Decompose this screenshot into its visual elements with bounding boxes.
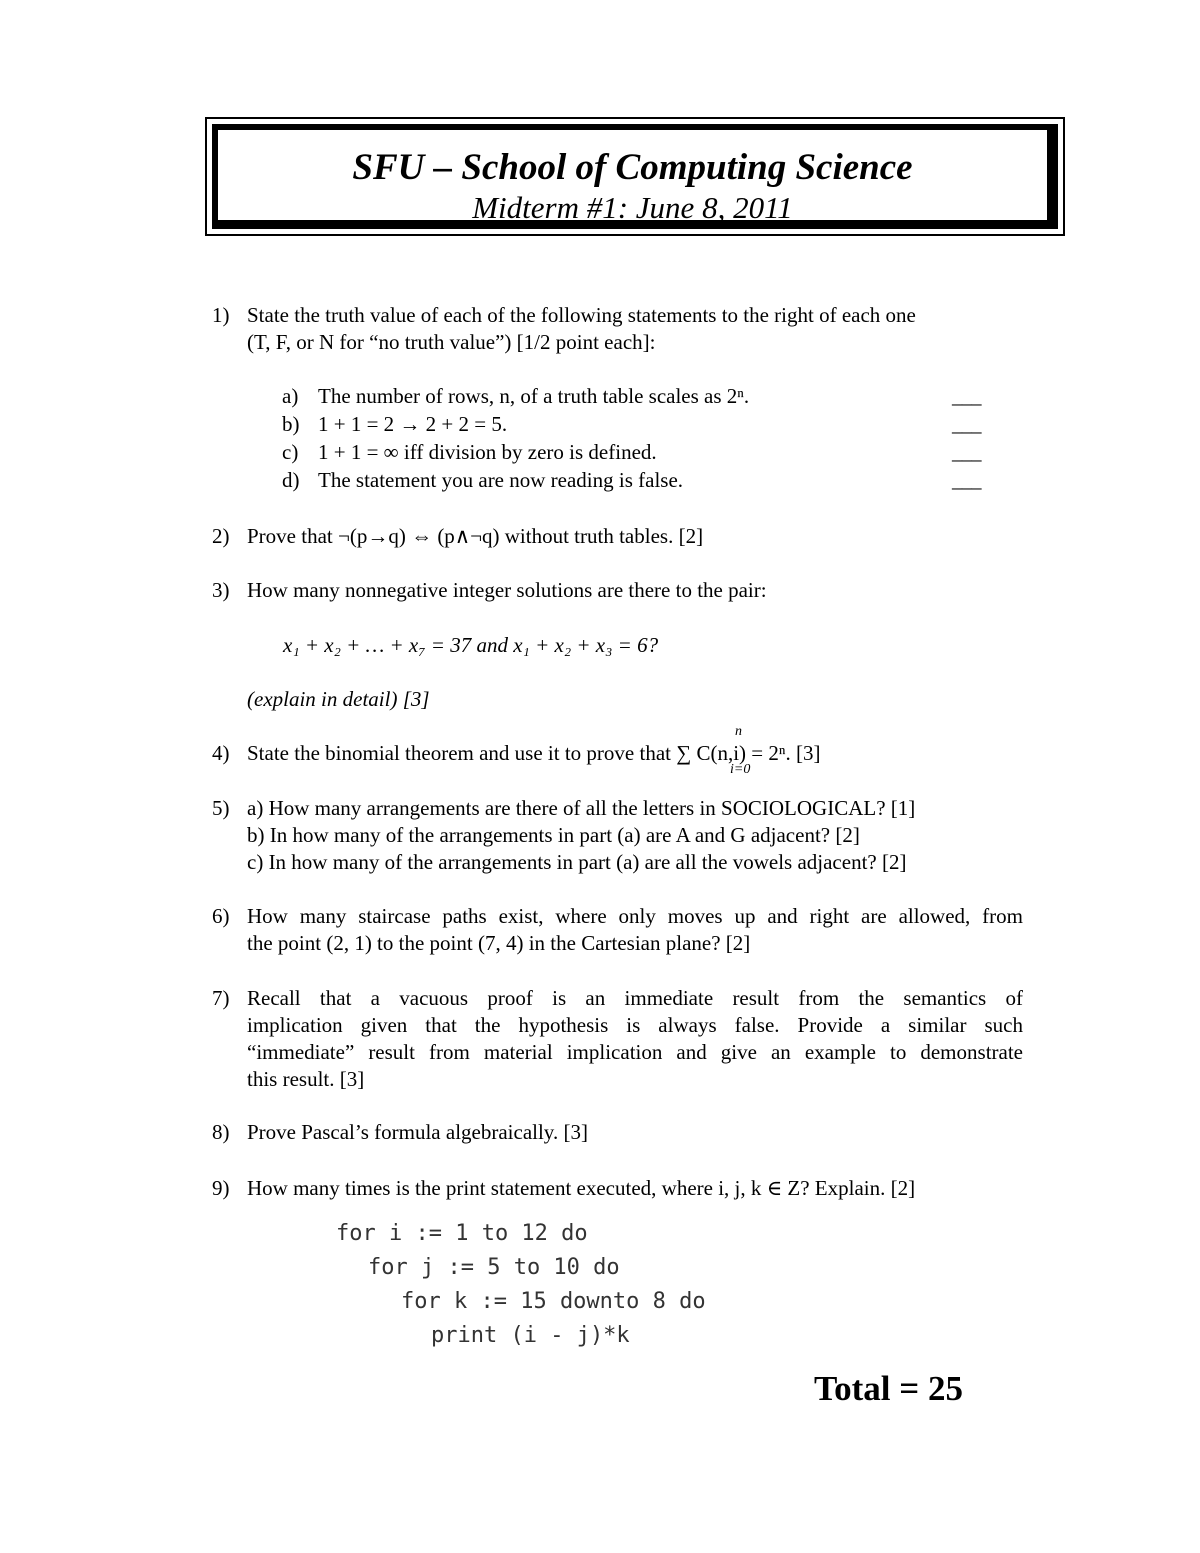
sum-upper-limit: n [735, 724, 742, 739]
page-subtitle: Midterm #1: June 8, 2011 [472, 190, 793, 225]
item-text: 1 + 1 = ∞ iff division by zero is defined. [318, 440, 657, 464]
answer-blank: ___ [952, 412, 981, 436]
header-inner-frame [212, 124, 1058, 229]
code-line-3: for k := 15 downto 8 do [401, 1289, 706, 1314]
question-text: Prove that ¬(p→q) ⇔ (p∧¬q) without truth tables. [2] [247, 524, 704, 548]
question-part-a: a) How many arrangements are there of all the letters in SOCIOLOGICAL? [1] [247, 796, 916, 820]
question-number: 2) [212, 524, 230, 548]
question-part-b: b) In how many of the arrangements in part (a) are A and G adjacent? [2] [247, 823, 860, 847]
question-number: 4) [212, 741, 230, 765]
question-number: 9) [212, 1176, 230, 1200]
answer-blank: ___ [952, 384, 981, 408]
header-box [205, 117, 1065, 236]
item-label: d) [282, 468, 300, 492]
question-part-c: c) In how many of the arrangements in part (a) are all the vowels adjacent? [2] [247, 850, 907, 874]
code-line-1: for i := 1 to 12 do [336, 1221, 588, 1246]
question-number: 5) [212, 796, 230, 820]
question-text: the point (2, 1) to the point (7, 4) in the Cartesian plane? [2] [247, 931, 751, 955]
question-text: How many times is the print statement executed, where i, j, k ∈ Z? Explain. [2] [247, 1176, 916, 1200]
item-text: The statement you are now reading is false. [318, 468, 684, 492]
question-text: Recall that a vacuous proof is an immediate result from the semantics of [247, 986, 1023, 1010]
item-label: c) [282, 440, 299, 464]
item-label: a) [282, 384, 299, 408]
code-line-4: print (i - j)*k [431, 1323, 630, 1348]
question-text: this result. [3] [247, 1067, 365, 1091]
item-text: 1 + 1 = 2 → 2 + 2 = 5. [318, 412, 508, 436]
sum-lower-limit: i=0 [730, 762, 751, 777]
question-number: 8) [212, 1120, 230, 1144]
question-note: (explain in detail) [3] [247, 687, 430, 711]
question-text: How many nonnegative integer solutions are there to the pair: [247, 578, 767, 602]
question-text: State the truth value of each of the following statements to the right of each one [247, 303, 916, 327]
question-text: (T, F, or N for “no truth value”) [1/2 point each]: [247, 330, 656, 354]
question-text: “immediate” result from material implication and give an example to demonstrate [247, 1040, 1023, 1064]
question-number: 7) [212, 986, 230, 1010]
answer-blank: ___ [952, 440, 981, 464]
question-number: 1) [212, 303, 230, 327]
page-title: SFU – School of Computing Science [352, 147, 913, 188]
item-label: b) [282, 412, 300, 436]
answer-blank: ___ [952, 468, 981, 492]
question-text: State the binomial theorem and use it to prove that ∑ C(n,i) = 2ⁿ. [3] [247, 741, 821, 765]
question-number: 3) [212, 578, 230, 602]
question-number: 6) [212, 904, 230, 928]
question-text: Prove Pascal’s formula algebraically. [3] [247, 1120, 588, 1144]
total-score: Total = 25 [814, 1369, 963, 1408]
code-line-2: for j := 5 to 10 do [368, 1255, 620, 1280]
question-text: implication given that the hypothesis is always false. Provide a similar such [247, 1013, 1023, 1037]
question-text: How many staircase paths exist, where only moves up and right are allowed, from [247, 904, 1023, 928]
item-text: The number of rows, n, of a truth table scales as 2ⁿ. [318, 384, 750, 408]
equation: x₁ + x₂ + … + x₇ = 37 and x₁ + x₂ + x₃ = 6? [283, 633, 659, 657]
